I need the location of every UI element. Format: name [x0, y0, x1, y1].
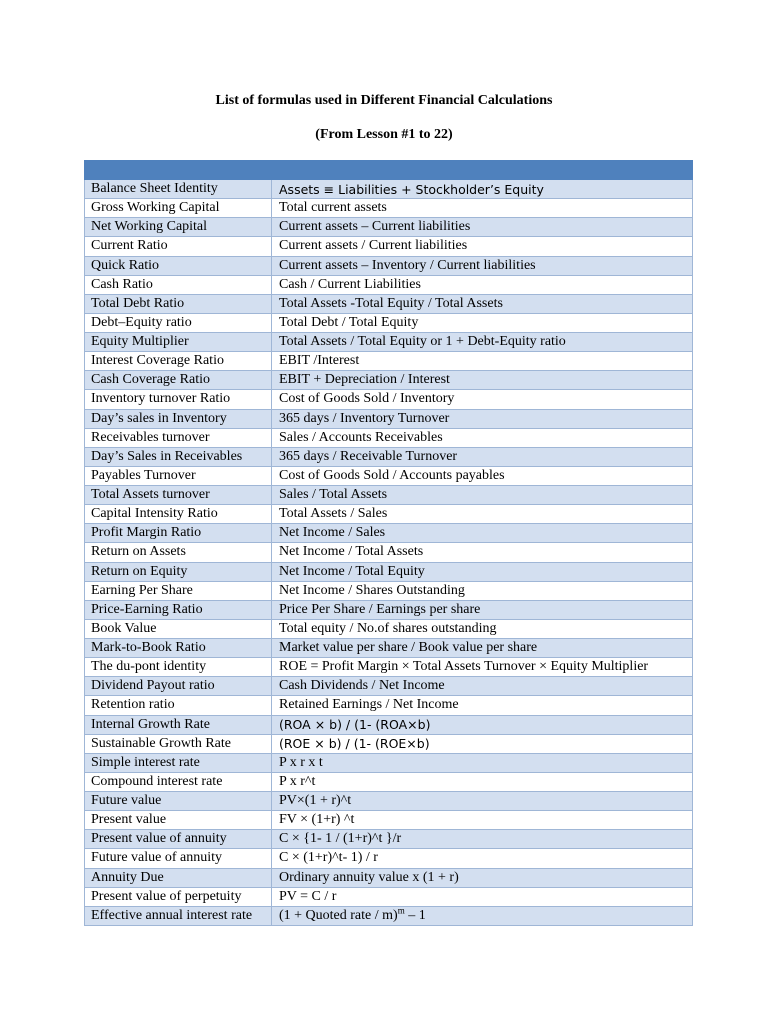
formula-cell: FV × (1+r) ^t — [272, 811, 693, 830]
formula-cell: P x r^t — [272, 772, 693, 791]
table-row — [85, 772, 693, 791]
formula-cell: 365 days / Receivable Turnover — [272, 447, 693, 466]
table-row — [85, 237, 693, 256]
formula-cell — [272, 906, 693, 925]
formula-cell: Market value per share / Book value per share — [272, 639, 693, 658]
formula-cell: Current assets / Current liabilities — [272, 237, 693, 256]
formula-cell: C × (1+r)^t- 1) / r — [272, 849, 693, 868]
formula-cell: Cost of Goods Sold / Inventory — [272, 390, 693, 409]
table-row — [85, 294, 693, 313]
formula-cell: Assets ≡ Liabilities + Stockholder’s Equity — [272, 180, 693, 199]
ratio-name-cell: Present value of annuity — [85, 830, 272, 849]
formula-cell: Retained Earnings / Net Income — [272, 696, 693, 715]
table-row — [85, 199, 693, 218]
table-row — [85, 218, 693, 237]
table-row — [85, 792, 693, 811]
table-row — [85, 275, 693, 294]
document-title: List of formulas used in Different Financial Calculations — [215, 93, 553, 108]
formula-cell: (ROE × b) / (1- (ROE×b) — [272, 734, 693, 753]
table-row — [85, 486, 693, 505]
ratio-name-cell: Present value — [85, 811, 272, 830]
table-row — [85, 562, 693, 581]
table-row — [85, 658, 693, 677]
ratio-name-cell: Annuity Due — [85, 868, 272, 887]
ratio-name-cell: Simple interest rate — [85, 753, 272, 772]
table-row — [85, 677, 693, 696]
table-row — [85, 830, 693, 849]
ratio-name-cell: Equity Multiplier — [85, 333, 272, 352]
ratio-name-cell: Debt–Equity ratio — [85, 313, 272, 332]
table-row — [85, 715, 693, 734]
table-row — [85, 849, 693, 868]
table-row — [85, 390, 693, 409]
table-row — [85, 428, 693, 447]
ratio-name-cell: Cash Coverage Ratio — [85, 371, 272, 390]
ratio-name-cell: Dividend Payout ratio — [85, 677, 272, 696]
ratio-name-cell: Compound interest rate — [85, 772, 272, 791]
table-row — [85, 505, 693, 524]
ratio-name-cell: Future value of annuity — [85, 849, 272, 868]
table-row — [85, 696, 693, 715]
ratio-name-cell: Capital Intensity Ratio — [85, 505, 272, 524]
formula-cell: EBIT + Depreciation / Interest — [272, 371, 693, 390]
formula-cell: Total Assets / Total Equity or 1 + Debt-Equity ratio — [272, 333, 693, 352]
formula-tail: – 1 — [404, 907, 426, 923]
formula-cell: Total Assets / Sales — [272, 505, 693, 524]
table-row — [85, 600, 693, 619]
document-subtitle: (From Lesson #1 to 22) — [315, 127, 453, 142]
table-row — [85, 868, 693, 887]
ratio-name-cell: Total Debt Ratio — [85, 294, 272, 313]
ratio-name-cell: Cash Ratio — [85, 275, 272, 294]
formula-cell: Sales / Accounts Receivables — [272, 428, 693, 447]
ratio-name-cell: Book Value — [85, 619, 272, 638]
formula-cell: EBIT /Interest — [272, 352, 693, 371]
ratio-name-cell: Return on Assets — [85, 543, 272, 562]
ratio-name-cell: Future value — [85, 792, 272, 811]
formula-table-body — [85, 180, 693, 926]
table-row — [85, 313, 693, 332]
table-row — [85, 543, 693, 562]
ratio-name-cell: Effective annual interest rate — [85, 906, 272, 925]
formula-cell: 365 days / Inventory Turnover — [272, 409, 693, 428]
formula-cell: Cost of Goods Sold / Accounts payables — [272, 466, 693, 485]
formula-cell: Cash / Current Liabilities — [272, 275, 693, 294]
ratio-name-cell: The du-pont identity — [85, 658, 272, 677]
header-cell-formula — [272, 161, 693, 180]
formula-cell: Current assets – Current liabilities — [272, 218, 693, 237]
formula-cell: Total Assets -Total Equity / Total Assets — [272, 294, 693, 313]
formula-cell: PV×(1 + r)^t — [272, 792, 693, 811]
table-row — [85, 466, 693, 485]
ratio-name-cell: Balance Sheet Identity — [85, 180, 272, 199]
ratio-name-cell: Day’s Sales in Receivables — [85, 447, 272, 466]
formula-cell: C × {1- 1 / (1+r)^t }/r — [272, 830, 693, 849]
table-row — [85, 256, 693, 275]
table-row — [85, 887, 693, 906]
table-row — [85, 524, 693, 543]
table-row — [85, 581, 693, 600]
formula-cell: Total current assets — [272, 199, 693, 218]
header-cell-name — [85, 161, 272, 180]
formula-cell: P x r x t — [272, 753, 693, 772]
ratio-name-cell: Current Ratio — [85, 237, 272, 256]
ratio-name-cell: Earning Per Share — [85, 581, 272, 600]
formula-cell: ROE = Profit Margin × Total Assets Turnover × Equity Multiplier — [272, 658, 693, 677]
formula-cell: PV = C / r — [272, 887, 693, 906]
formula-cell: Cash Dividends / Net Income — [272, 677, 693, 696]
formula-cell: Net Income / Total Assets — [272, 543, 693, 562]
formula-table — [84, 160, 693, 926]
ratio-name-cell: Gross Working Capital — [85, 199, 272, 218]
formula-cell: Current assets – Inventory / Current liabilities — [272, 256, 693, 275]
formula-cell: (ROA × b) / (1- (ROA×b) — [272, 715, 693, 734]
ratio-name-cell: Payables Turnover — [85, 466, 272, 485]
ratio-name-cell: Receivables turnover — [85, 428, 272, 447]
formula-superscript: m — [397, 906, 405, 916]
ratio-name-cell: Internal Growth Rate — [85, 715, 272, 734]
formula-cell: Price Per Share / Earnings per share — [272, 600, 693, 619]
ratio-name-cell: Interest Coverage Ratio — [85, 352, 272, 371]
formula-cell: Ordinary annuity value x (1 + r) — [272, 868, 693, 887]
ratio-name-cell: Profit Margin Ratio — [85, 524, 272, 543]
formula-cell: Net Income / Sales — [272, 524, 693, 543]
table-row — [85, 352, 693, 371]
ratio-name-cell: Inventory turnover Ratio — [85, 390, 272, 409]
table-row — [85, 639, 693, 658]
ratio-name-cell: Total Assets turnover — [85, 486, 272, 505]
table-header-row — [85, 161, 693, 180]
table-row — [85, 447, 693, 466]
ratio-name-cell: Sustainable Growth Rate — [85, 734, 272, 753]
ratio-name-cell: Mark-to-Book Ratio — [85, 639, 272, 658]
ratio-name-cell: Price-Earning Ratio — [85, 600, 272, 619]
table-row — [85, 753, 693, 772]
table-row — [85, 619, 693, 638]
formula-cell: Net Income / Shares Outstanding — [272, 581, 693, 600]
ratio-name-cell: Retention ratio — [85, 696, 272, 715]
table-row — [85, 409, 693, 428]
formula-base: (1 + Quoted rate / m) — [279, 907, 398, 923]
ratio-name-cell: Day’s sales in Inventory — [85, 409, 272, 428]
ratio-name-cell: Present value of perpetuity — [85, 887, 272, 906]
formula-cell: Sales / Total Assets — [272, 486, 693, 505]
table-row — [85, 333, 693, 352]
formula-cell: Total Debt / Total Equity — [272, 313, 693, 332]
ratio-name-cell: Return on Equity — [85, 562, 272, 581]
ratio-name-cell: Quick Ratio — [85, 256, 272, 275]
table-row — [85, 811, 693, 830]
formula-cell: Total equity / No.of shares outstanding — [272, 619, 693, 638]
ratio-name-cell: Net Working Capital — [85, 218, 272, 237]
table-row — [85, 734, 693, 753]
table-row — [85, 180, 693, 199]
formula-cell: Net Income / Total Equity — [272, 562, 693, 581]
table-row — [85, 906, 693, 925]
table-row — [85, 371, 693, 390]
